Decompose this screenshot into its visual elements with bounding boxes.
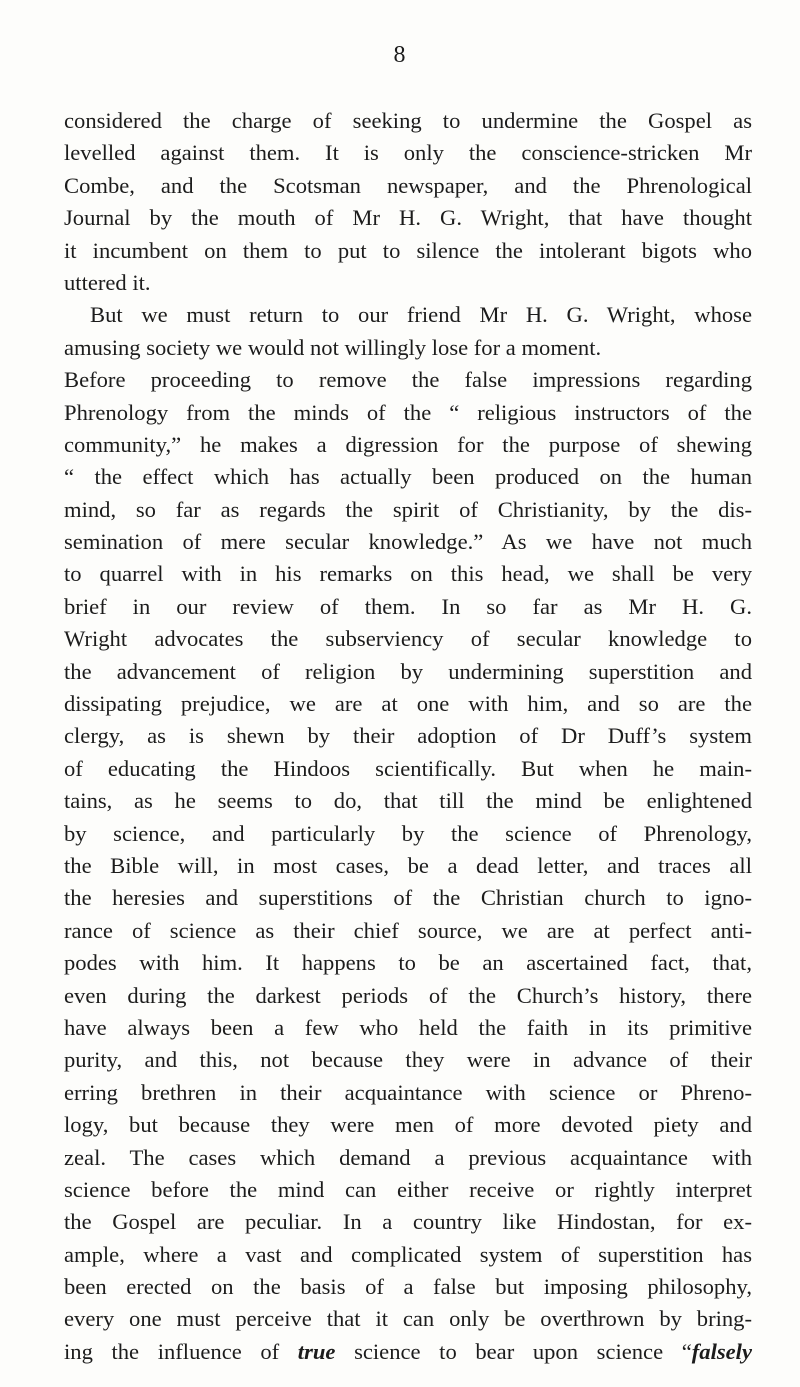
page-number: 8: [393, 42, 407, 68]
text-line: ample, where a vast and complicated system of superstition has: [64, 1241, 752, 1267]
italic-falsely: falsely: [691, 1338, 752, 1364]
text-line: Before proceeding to remove the false impressions regarding: [64, 367, 752, 393]
text-segment: ing the influence of: [64, 1338, 298, 1364]
text-line: levelled against them. It is only the conscience-stricken Mr: [64, 140, 752, 166]
text-line: it incumbent on them to put to silence the intolerant bigots who: [64, 237, 752, 263]
text-line: brief in our review of them. In so far as Mr H. G.: [64, 593, 752, 619]
text-line: the heresies and superstitions of the Christian church to igno-: [64, 885, 752, 911]
text-line: semination of mere secular knowledge.” As we have not much: [64, 529, 752, 555]
text-line: have always been a few who held the faith in its primitive: [64, 1014, 752, 1040]
text-line: the advancement of religion by undermining superstition and: [64, 658, 752, 684]
italic-true: true: [297, 1338, 336, 1364]
text-line: Wright advocates the subserviency of secular knowledge to: [64, 626, 752, 652]
text-line: tains, as he seems to do, that till the mind be enlightened: [64, 788, 752, 814]
text-line: erring brethren in their acquaintance with science or Phreno-: [64, 1079, 752, 1105]
text-line: clergy, as is shewn by their adoption of Dr Duff’s system: [64, 723, 752, 749]
text-line: “ the effect which has actually been produced on the human: [64, 464, 752, 490]
text-line: community,” he makes a digression for the purpose of shewing: [64, 431, 752, 457]
text-line: science before the mind can either receive or rightly interpret: [64, 1176, 752, 1202]
text-line: been erected on the basis of a false but imposing philosophy,: [64, 1274, 752, 1300]
text-line: amusing society we would not willingly lose for a moment.: [64, 334, 602, 360]
text-line: the Bible will, in most cases, be a dead letter, and traces all: [64, 852, 752, 878]
text-line: Phrenology from the minds of the “ religious instructors of the: [64, 399, 752, 425]
text-line: zeal. The cases which demand a previous acquaintance with: [64, 1144, 752, 1170]
text-line: purity, and this, not because they were in advance of their: [64, 1047, 752, 1073]
text-line: uttered it.: [64, 269, 151, 295]
text-line: the Gospel are peculiar. In a country like Hindostan, for ex-: [64, 1209, 752, 1235]
text-line: podes with him. It happens to be an ascertained fact, that,: [64, 950, 752, 976]
text-line: every one must perceive that it can only be overthrown by bring-: [64, 1306, 752, 1332]
text-line: to quarrel with in his remarks on this head, we shall be very: [64, 561, 752, 587]
paragraph-start-line: But we must return to our friend Mr H. G. Wright, whose: [90, 302, 752, 328]
text-line: of educating the Hindoos scientifically. But when he main-: [64, 755, 752, 781]
text-segment: science to bear upon science “: [335, 1338, 692, 1364]
text-line: Journal by the mouth of Mr H. G. Wright, that have thought: [64, 205, 752, 231]
text-line: mind, so far as regards the spirit of Christianity, by the dis-: [64, 496, 752, 522]
text-line: dissipating prejudice, we are at one with him, and so are the: [64, 691, 752, 717]
text-line: rance of science as their chief source, we are at perfect anti-: [64, 917, 752, 943]
text-line: even during the darkest periods of the Church’s history, there: [64, 982, 752, 1008]
text-line: Combe, and the Scotsman newspaper, and the Phrenological: [64, 172, 752, 198]
text-line-final: [64, 1336, 752, 1368]
text-line: by science, and particularly by the science of Phrenology,: [64, 820, 752, 846]
text-line: considered the charge of seeking to undermine the Gospel as: [64, 108, 752, 133]
body-text: [64, 105, 752, 1368]
text-line: logy, but because they were men of more devoted piety and: [64, 1112, 752, 1138]
